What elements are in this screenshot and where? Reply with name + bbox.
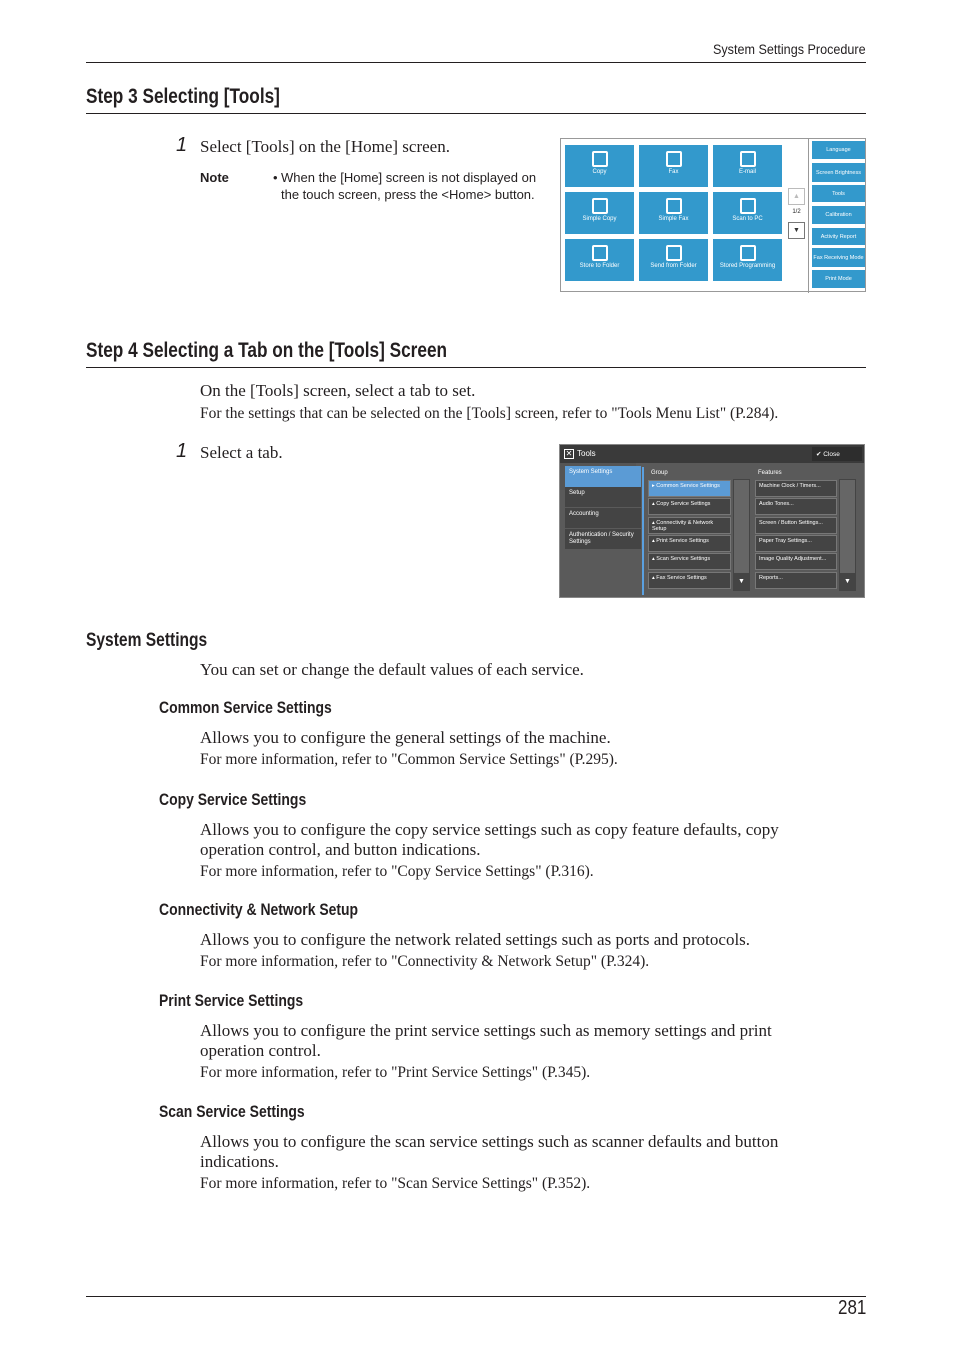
footer-rule bbox=[86, 1296, 866, 1297]
section-description: Allows you to configure the scan service settings such as scanner defaults and button indications. bbox=[200, 1132, 779, 1171]
divider bbox=[86, 367, 866, 368]
divider bbox=[642, 467, 644, 595]
section-heading: Connectivity & Network Setup bbox=[159, 900, 359, 919]
step3-heading: Step 3 Selecting [Tools] bbox=[86, 85, 280, 108]
tile-icon bbox=[666, 245, 682, 261]
home-tile-stored-programming[interactable] bbox=[713, 239, 782, 281]
section-description: Allows you to configure the print service settings such as memory settings and print operation control. bbox=[200, 1021, 772, 1060]
system-settings-heading: System Settings bbox=[86, 630, 208, 651]
home-tile-simple-fax[interactable] bbox=[639, 192, 708, 234]
step4-intro: On the [Tools] screen, select a tab to set. bbox=[200, 381, 476, 400]
tile-icon bbox=[592, 151, 608, 167]
tab-accounting[interactable]: Accounting bbox=[565, 508, 641, 528]
section-description: Allows you to configure the network related settings such as ports and protocols. bbox=[200, 930, 751, 949]
side-button-tools[interactable]: Tools bbox=[812, 185, 865, 202]
feature-item[interactable]: Image Quality Adjustment... bbox=[755, 553, 837, 570]
home-tile-store-to-folder[interactable] bbox=[565, 239, 634, 281]
header-rule bbox=[86, 62, 866, 63]
side-button-fax-receiving-mode[interactable]: Fax Receiving Mode bbox=[812, 248, 865, 267]
tools-icon: ✕ bbox=[565, 449, 573, 458]
side-button-screen-brightness[interactable]: Screen Brightness bbox=[812, 163, 865, 182]
features-scroll-down-button[interactable]: ▼ bbox=[839, 573, 856, 591]
feature-item[interactable]: Paper Tray Settings... bbox=[755, 535, 837, 552]
section-reference: For more information, refer to "Copy Service Settings" (P.316). bbox=[200, 863, 594, 880]
group-scroll-down-button[interactable]: ▼ bbox=[733, 573, 750, 591]
section-heading: Common Service Settings bbox=[159, 698, 332, 717]
tile-label: E-mail bbox=[738, 169, 756, 175]
note-label: Note bbox=[200, 170, 229, 185]
group-item[interactable]: ▴ Fax Service Settings bbox=[648, 572, 731, 589]
side-button-language[interactable]: Language bbox=[812, 141, 865, 159]
section-reference: For more information, refer to "Print Service Settings" (P.345). bbox=[200, 1064, 591, 1081]
step-number: 1 bbox=[176, 134, 188, 156]
tile-label: Simple Copy bbox=[582, 216, 617, 222]
group-item[interactable]: ▴ Copy Service Settings bbox=[648, 498, 731, 515]
section-description: Allows you to configure the general settings of the machine. bbox=[200, 728, 611, 747]
system-settings-text: You can set or change the default values of each service. bbox=[200, 660, 584, 679]
feature-item[interactable]: Machine Clock / Timers... bbox=[755, 480, 837, 497]
home-tile-scan-to-pc[interactable] bbox=[713, 192, 782, 234]
group-item[interactable]: ▴ Connectivity & Network Setup bbox=[648, 517, 731, 534]
home-tile-copy[interactable] bbox=[565, 145, 634, 187]
tile-label: Simple Fax bbox=[658, 216, 689, 222]
home-tile-e-mail[interactable] bbox=[713, 145, 782, 187]
close-button[interactable] bbox=[812, 447, 862, 461]
side-button-activity-report[interactable]: Activity Report bbox=[812, 228, 865, 245]
home-tile-send-from-folder[interactable] bbox=[639, 239, 708, 281]
tab-authentication-security-settings[interactable]: Authentication / Security Settings bbox=[565, 529, 641, 549]
feature-item[interactable]: Reports... bbox=[755, 572, 837, 589]
section-heading: Scan Service Settings bbox=[159, 1102, 305, 1121]
home-tile-simple-copy[interactable] bbox=[565, 192, 634, 234]
section-reference: For more information, refer to "Connectivity & Network Setup" (P.324). bbox=[200, 953, 650, 970]
tile-label: Scan to PC bbox=[732, 216, 763, 222]
divider bbox=[86, 113, 866, 114]
running-header: System Settings Procedure bbox=[713, 41, 866, 57]
tile-icon bbox=[740, 151, 756, 167]
step4-instruction: Select a tab. bbox=[200, 443, 283, 462]
section-description: Allows you to configure the copy service settings such as copy feature defaults, copy operation control, and button indications. bbox=[200, 820, 779, 859]
tab-setup[interactable]: Setup bbox=[565, 487, 641, 507]
tile-icon bbox=[740, 245, 756, 261]
features-label: Features bbox=[758, 470, 782, 476]
tile-icon bbox=[592, 245, 608, 261]
section-reference: For more information, refer to "Common Service Settings" (P.295). bbox=[200, 751, 618, 768]
group-item[interactable]: ▴ Print Service Settings bbox=[648, 535, 731, 552]
section-reference: For more information, refer to "Scan Service Settings" (P.352). bbox=[200, 1175, 591, 1192]
section-heading: Print Service Settings bbox=[159, 991, 304, 1010]
side-button-calibration[interactable]: Calibration bbox=[812, 206, 865, 224]
group-label: Group bbox=[651, 470, 668, 476]
scroll-down-button[interactable]: ▼ bbox=[788, 222, 805, 239]
note-text-line2: the touch screen, press the <Home> button. bbox=[281, 187, 535, 202]
step-number: 1 bbox=[176, 440, 188, 462]
tile-icon bbox=[740, 198, 756, 214]
tile-label: Copy bbox=[592, 169, 607, 175]
check-icon: ✔ bbox=[816, 451, 822, 458]
divider bbox=[808, 139, 809, 293]
tools-title: Tools bbox=[577, 449, 596, 458]
page-number: 281 bbox=[837, 1297, 866, 1319]
side-button-print-mode[interactable]: Print Mode bbox=[812, 270, 865, 288]
tab-system-settings[interactable]: System Settings bbox=[565, 466, 641, 488]
group-item[interactable]: ▴ Scan Service Settings bbox=[648, 553, 731, 570]
note-bullet: • bbox=[273, 170, 278, 185]
home-tile-fax[interactable] bbox=[639, 145, 708, 187]
feature-item[interactable]: Audio Tones... bbox=[755, 498, 837, 515]
tools-screen-image bbox=[559, 444, 865, 598]
tile-label: Store to Folder bbox=[579, 263, 620, 269]
tile-icon bbox=[666, 151, 682, 167]
feature-item[interactable]: Screen / Button Settings... bbox=[755, 517, 837, 534]
tile-label: Stored Programming bbox=[719, 263, 776, 269]
tile-label: Fax bbox=[668, 169, 679, 175]
tile-icon bbox=[592, 198, 608, 214]
group-item[interactable]: ▸ Common Service Settings bbox=[648, 480, 731, 497]
step4-heading: Step 4 Selecting a Tab on the [Tools] Screen bbox=[86, 339, 448, 362]
tile-icon bbox=[666, 198, 682, 214]
section-heading: Copy Service Settings bbox=[159, 790, 307, 809]
close-label: Close bbox=[823, 451, 840, 458]
page-indicator: 1/2 bbox=[792, 209, 801, 215]
step3-instruction: Select [Tools] on the [Home] screen. bbox=[200, 137, 450, 156]
tile-label: Send from Folder bbox=[650, 263, 697, 269]
scroll-up-button[interactable]: ▲ bbox=[788, 188, 805, 205]
step4-reference: For the settings that can be selected on the [Tools] screen, refer to "Tools Menu List" (P.284). bbox=[200, 405, 779, 422]
note-text-line1: When the [Home] screen is not displayed on bbox=[281, 170, 537, 185]
